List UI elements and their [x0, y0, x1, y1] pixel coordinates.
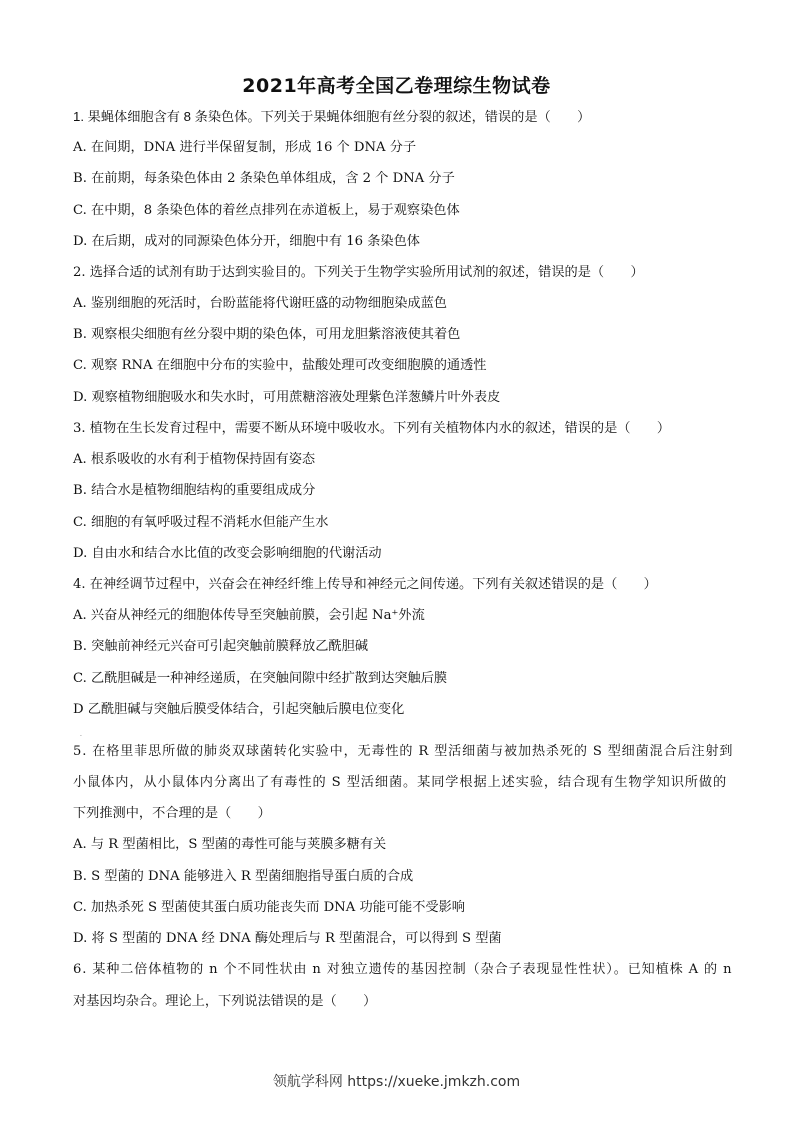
question-6-line-2: 对基因均杂合。理论上，下列说法错误的是（ ） — [73, 994, 377, 1009]
footer-watermark-text: 领航学科网 https://xueke.jmkzh.com — [272, 1074, 521, 1090]
q3-option-c: C. 细胞的有氧呼吸过程不消耗水但能产生水 — [73, 515, 329, 530]
question-5-line-3: 下列推测中，不合理的是（ ） — [73, 806, 271, 821]
q5-option-b: B. S 型菌的 DNA 能够进入 R 型菌细胞指导蛋白质的合成 — [73, 869, 414, 884]
q3-option-d: D. 自由水和结合水比值的改变会影响细胞的代谢活动 — [73, 546, 382, 561]
q3-option-a: A. 根系吸收的水有利于植物保持固有姿态 — [73, 452, 316, 467]
question-5-line-1: 5. 在格里菲思所做的肺炎双球菌转化实验中，无毒性的 R 型活细菌与被加热杀死的 S 型细菌混合后注射到 — [73, 744, 734, 759]
q1-option-b: B. 在前期，每条染色体由 2 条染色单体组成，含 2 个 DNA 分子 — [73, 171, 455, 186]
question-5-line-2: 小鼠体内，从小鼠体内分离出了有毒性的 S 型活细菌。某同学根据上述实验，结合现有生物学知识所做的 — [73, 775, 728, 790]
q4-option-d: D 乙酰胆碱与突触后膜受体结合，引起突触后膜电位变化 — [73, 702, 405, 717]
question-1: 1. 果蝇体细胞含有 8 条染色体。下列关于果蝇体细胞有丝分裂的叙述，错误的是（ ） — [73, 109, 591, 124]
q2-option-c: C. 观察 RNA 在细胞中分布的实验中，盐酸处理可改变细胞膜的通透性 — [73, 358, 487, 373]
q3-option-b: B. 结合水是植物细胞结构的重要组成成分 — [73, 483, 316, 498]
q4-option-b: B. 突触前神经元兴奋可引起突触前膜释放乙酰胆碱 — [73, 639, 369, 654]
q2-option-d: D. 观察植物细胞吸水和失水时，可用蔗糖溶液处理紫色洋葱鳞片叶外表皮 — [73, 390, 501, 405]
stray-mark: · — [80, 733, 82, 740]
question-3: 3. 植物在生长发育过程中，需要不断从环境中吸收水。下列有关植物体内水的叙述，错误的是（ ） — [73, 421, 671, 436]
q1-option-c: C. 在中期，8 条染色体的着丝点排列在赤道板上，易于观察染色体 — [73, 203, 460, 218]
q4-option-a: A. 兴奋从神经元的细胞体传导至突触前膜，会引起 Na⁺外流 — [73, 608, 425, 623]
q5-option-c: C. 加热杀死 S 型菌使其蛋白质功能丧失而 DNA 功能可能不受影响 — [73, 900, 465, 915]
page-title: 2021年高考全国乙卷理综生物试卷 — [242, 75, 551, 97]
q5-option-d: D. 将 S 型菌的 DNA 经 DNA 酶处理后与 R 型菌混合，可以得到 S 型菌 — [73, 931, 502, 946]
q5-option-a: A. 与 R 型菌相比，S 型菌的毒性可能与荚膜多糖有关 — [73, 837, 387, 852]
question-6-line-1: 6. 某种二倍体植物的 n 个不同性状由 n 对独立遗传的基因控制（杂合子表现显性性状）。已知植株 A 的 n — [73, 962, 733, 977]
q1-option-d: D. 在后期，成对的同源染色体分开，细胞中有 16 条染色体 — [73, 234, 420, 249]
q1-option-a: A. 在间期，DNA 进行半保留复制，形成 16 个 DNA 分子 — [73, 140, 417, 155]
q4-option-c: C. 乙酰胆碱是一种神经递质，在突触间隙中经扩散到达突触后膜 — [73, 671, 448, 686]
q2-option-b: B. 观察根尖细胞有丝分裂中期的染色体，可用龙胆紫溶液使其着色 — [73, 327, 461, 342]
q2-option-a: A. 鉴别细胞的死活时，台盼蓝能将代谢旺盛的动物细胞染成蓝色 — [73, 296, 447, 311]
question-4: 4. 在神经调节过程中，兴奋会在神经纤维上传导和神经元之间传递。下列有关叙述错误的是（ ） — [73, 577, 657, 592]
question-2: 2. 选择合适的试剂有助于达到实验目的。下列关于生物学实验所用试剂的叙述，错误的是（ ） — [73, 265, 644, 280]
